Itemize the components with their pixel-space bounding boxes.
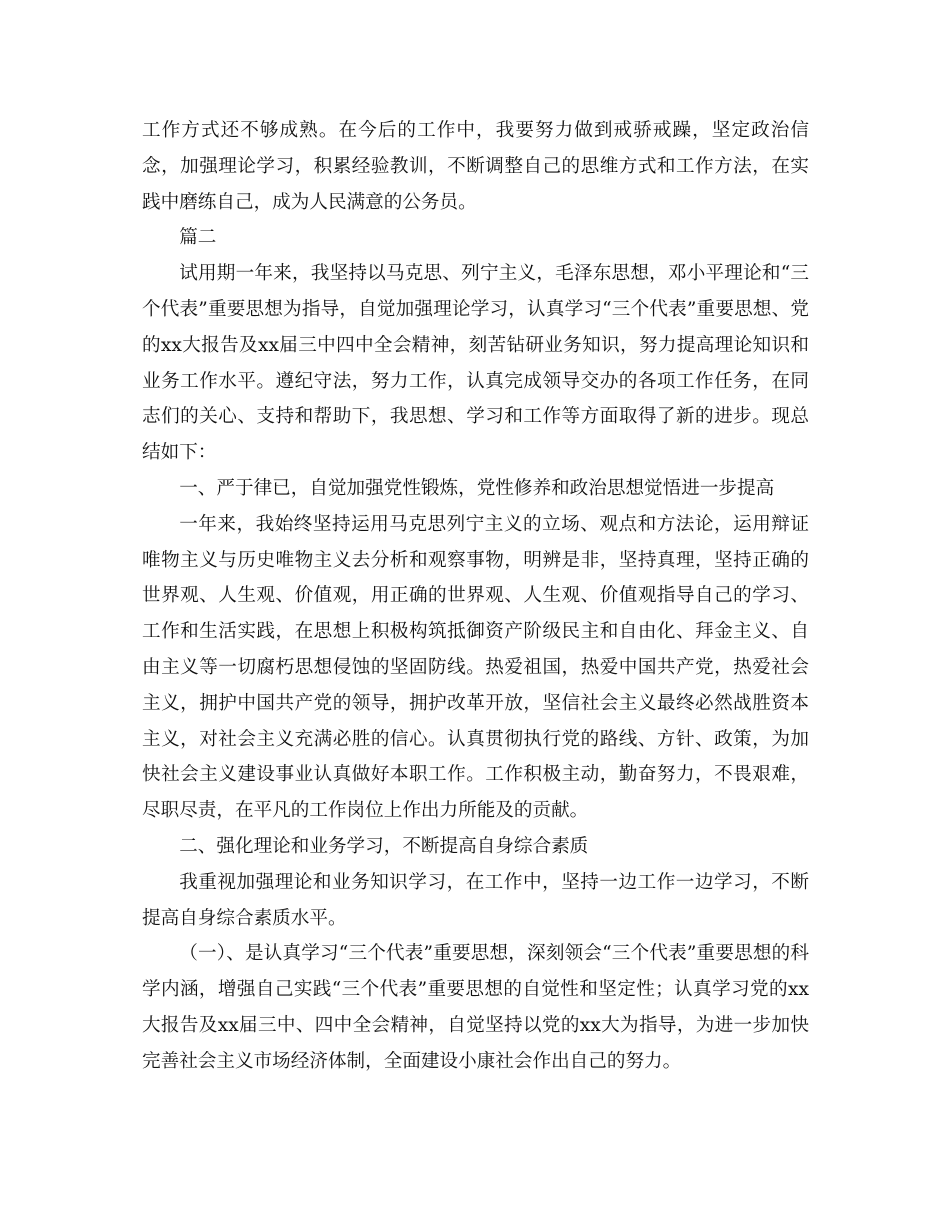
paragraph-subsection-1: （一）、是认真学习“三个代表”重要思想，深刻领会“三个代表”重要思想的科学内涵，增强自己实践“三个代表”重要思想的自觉性和坚定性；认真学习党的xx大报告及xx届三中、四中全会精神，自觉坚持以党的xx大为指导，为进一步加快完善社会主义市场经济体制，全面建设小康社会作出自己的努力。 xyxy=(142,943,809,1072)
paragraph-continuation: 工作方式还不够成熟。在今后的工作中，我要努力做到戒骄戒躁，坚定政治信念，加强理论学习，积累经验教训，不断调整自己的思维方式和工作方法，在实践中磨练自己，成为人民满意的公务员。 xyxy=(142,120,809,213)
heading-section-1: 一、严于律已，自觉加强党性锻炼，党性修养和政治思想觉悟进一步提高 xyxy=(179,477,775,499)
paragraph-intro: 试用期一年来，我坚持以马克思、列宁主义，毛泽东思想，邓小平理论和“三个代表”重要思想为指导，自觉加强理论学习，认真学习“三个代表”重要思想、党的xx大报告及xx届三中四中全会精神，刻苦钻研业务知识，努力提高理论知识和业务工作水平。遵纪守法，努力工作，认真完成领导交办的各项工作任务，在同志们的关心、支持和帮助下，我思想、学习和工作等方面取得了新的进步。现总结如下： xyxy=(142,263,809,464)
paragraph-section-1-body: 一年来，我始终坚持运用马克思列宁主义的立场、观点和方法论，运用辩证唯物主义与历史唯物主义去分析和观察事物，明辨是非，坚持真理，坚持正确的世界观、人生观、价值观，用正确的世界观、人生观、价值观指导自己的学习、工作和生活实践，在思想上积极构筑抵御资产阶级民主和自由化、拜金主义、自由主义等一切腐朽思想侵蚀的坚固防线。热爱祖国，热爱中国共产党，热爱社会主义，拥护中国共产党的领导，拥护改革开放，坚信社会主义最终必然战胜资本主义，对社会主义充满必胜的信心。认真贯彻执行党的路线、方针、政策，为加快社会主义建设事业认真做好本职工作。工作积极主动，勤奋努力，不畏艰难，尽职尽责，在平凡的工作岗位上作出力所能及的贡献。 xyxy=(142,513,809,822)
heading-section-2: 二、强化理论和业务学习，不断提高自身综合素质 xyxy=(179,835,589,857)
paragraph-section-2-body: 我重视加强理论和业务知识学习，在工作中，坚持一边工作一边学习，不断提高自身综合素质水平。 xyxy=(142,871,809,929)
section-title-pian-er: 篇二 xyxy=(179,227,217,249)
document-body xyxy=(142,113,809,1080)
